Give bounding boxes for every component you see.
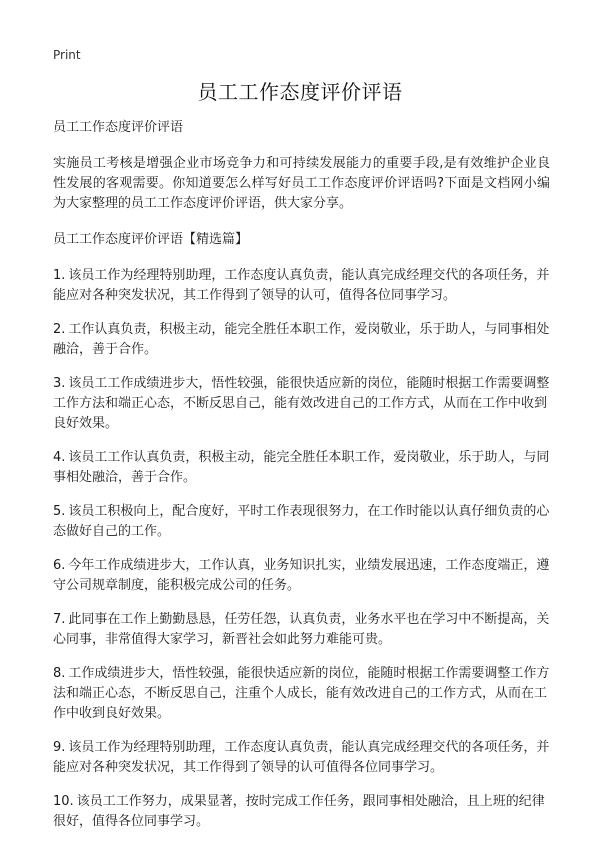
item-number: 4.: [53, 450, 66, 465]
list-item: [53, 610, 550, 650]
list-item: [53, 320, 550, 360]
item-text: 该员工积极向上，配合度好，平时工作表现很努力，在工作时能以认真仔细负责的心态做好自己的工作。: [53, 504, 550, 539]
list-item: [53, 374, 550, 434]
item-text: 该员工工作努力，成果显著，按时完成工作任务，跟同事相处融洽，且上班的纪律很好，值得各位同事学习。: [53, 794, 545, 829]
item-number: 9.: [53, 740, 66, 755]
item-number: 1.: [53, 268, 66, 283]
item-text: 该员工工作认真负责，积极主动，能完全胜任本职工作，爱岗敬业，乐于助人，与同事相处融洽，善于合作。: [53, 450, 550, 485]
item-text: 今年工作成绩进步大，工作认真，业务知识扎实，业绩发展迅速，工作态度端正，遵守公司规章制度，能积极完成公司的任务。: [53, 558, 550, 593]
item-text: 工作认真负责，积极主动，能完全胜任本职工作，爱岗敬业，乐于助人，与同事相处融洽，善于合作。: [53, 322, 550, 357]
list-item: [53, 738, 550, 778]
item-number: 8.: [53, 666, 66, 681]
list-item: [53, 664, 550, 724]
item-text: 该员工作为经理特别助理，工作态度认真负责，能认真完成经理交代的各项任务，并能应对各种突发状况，其工作得到了领导的认可值得各位同事学习。: [53, 740, 550, 775]
item-text: 该员工作为经理特别助理，工作态度认真负责，能认真完成经理交代的各项任务，并能应对各种突发状况，其工作得到了领导的认可，值得各位同事学习。: [53, 268, 550, 303]
list-item: [53, 502, 550, 542]
item-text: 工作成绩进步大，悟性较强，能很快适应新的岗位，能随时根据工作需要调整工作方法和端正心态，不断反思自己，注重个人成长，能有效改进自己的工作方式，从而在工作中收到良好效果。: [53, 666, 550, 721]
print-link[interactable]: Print: [53, 48, 81, 62]
intro-paragraph: 实施员工考核是增强企业市场竞争力和可持续发展能力的重要手段,是有效维护企业良性发展的客观需要。你知道要怎么样写好员工工作态度评价评语吗?下面是文档网小编为大家整理的员工工作态度评价评语，供大家分享。: [53, 156, 550, 211]
item-text: 此同事在工作上勤勤恳恳，任劳任怨，认真负责，业务水平也在学习中不断提高，关心同事，非常值得大家学习，新晋社会如此努力难能可贵。: [53, 612, 550, 647]
item-number: 6.: [53, 558, 66, 573]
list-item: [53, 792, 550, 832]
list-item: [53, 266, 550, 306]
item-number: 2.: [53, 322, 66, 337]
item-text: 该员工工作成绩进步大，悟性较强，能很快适应新的岗位，能随时根据工作需要调整工作方法和端正心态，不断反思自己，能有效改进自己的工作方式，从而在工作中收到良好效果。: [53, 376, 550, 431]
comment-list: [53, 266, 550, 832]
document-body: [53, 118, 550, 846]
document-subtitle: 员工工作态度评价评语: [53, 120, 184, 135]
item-number: 5.: [53, 504, 66, 519]
section-heading: 员工工作态度评价评语【精选篇】: [53, 232, 249, 247]
list-item: [53, 556, 550, 596]
item-number: 3.: [53, 376, 66, 391]
page-title: 员工工作态度评价评语: [197, 80, 403, 104]
item-number: 7.: [53, 612, 66, 627]
list-item: [53, 448, 550, 488]
item-number: 10.: [53, 794, 74, 809]
